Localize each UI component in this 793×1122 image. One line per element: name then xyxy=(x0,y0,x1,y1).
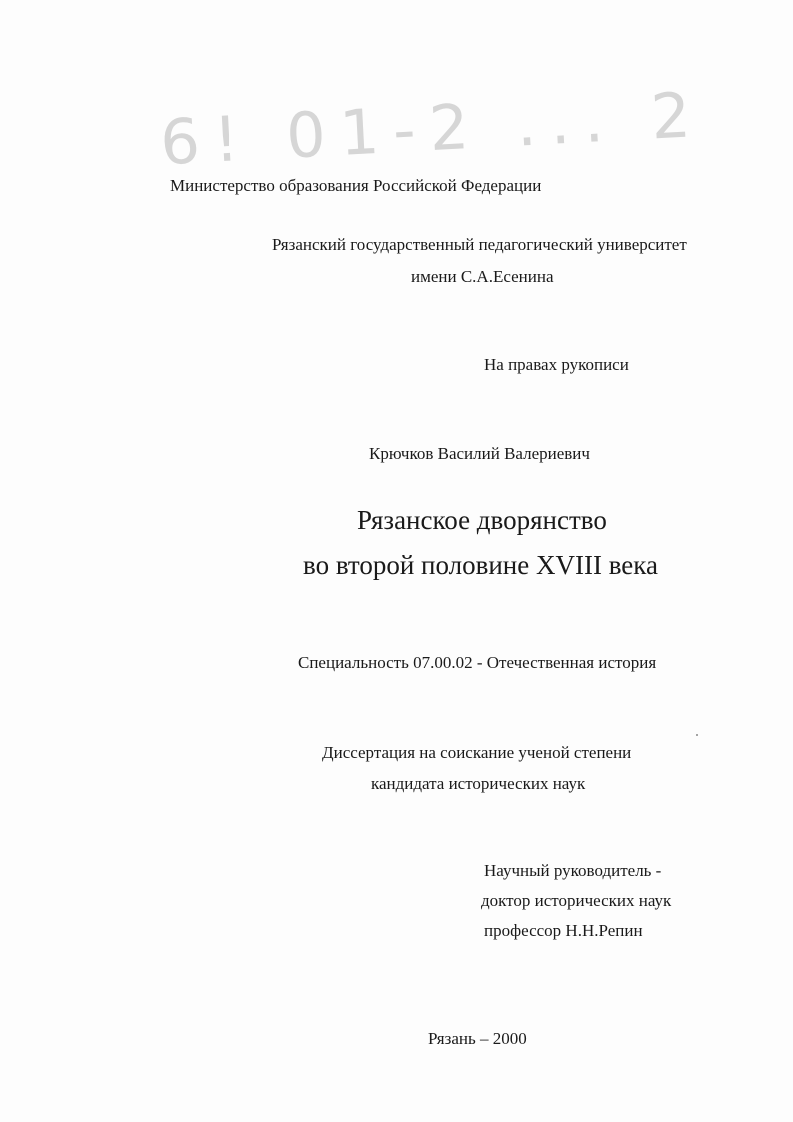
dissertation-degree-line-2: кандидата исторических наук xyxy=(371,774,586,793)
archive-stamp: 6! 01-2 ... 2 xyxy=(158,77,707,180)
scan-speck xyxy=(696,734,698,736)
university-line-2: имени С.А.Есенина xyxy=(411,267,554,286)
dissertation-title-line-2: во второй половине XVIII века xyxy=(303,550,658,580)
supervisor-line-1: Научный руководитель - xyxy=(484,861,662,880)
place-year: Рязань – 2000 xyxy=(428,1029,527,1048)
supervisor-line-3: профессор Н.Н.Репин xyxy=(484,921,643,940)
author-name: Крючков Василий Валериевич xyxy=(369,444,590,463)
dissertation-title-line-1: Рязанское дворянство xyxy=(357,505,607,535)
manuscript-note: На правах рукописи xyxy=(484,355,629,374)
supervisor-line-2: доктор исторических наук xyxy=(481,891,672,910)
specialty-line: Специальность 07.00.02 - Отечественная история xyxy=(298,653,657,672)
ministry-line: Министерство образования Российской Федерации xyxy=(170,176,542,195)
dissertation-degree-line-1: Диссертация на соискание ученой степени xyxy=(322,743,632,762)
university-line-1: Рязанский государственный педагогический университет xyxy=(272,235,687,254)
